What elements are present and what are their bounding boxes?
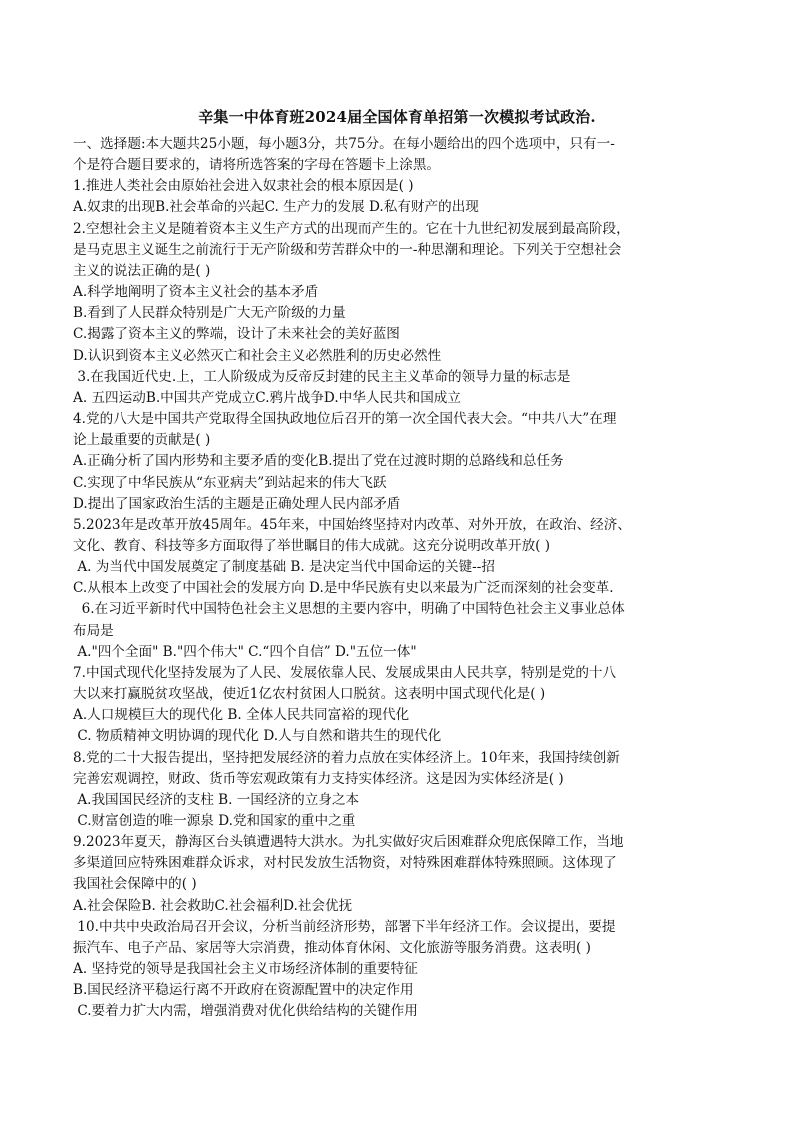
question-7-option-cd: C. 物质精神文明协调的现代化 D.人与自然和谐共生的现代化 [73, 728, 442, 745]
question-10-option-b: B.国民经济平稳运行离不开政府在资源配置中的决定作用 [73, 982, 414, 999]
question-5-stem: 5.2023年是改革开放45周年。45年来，中国始终坚持对内改革、对外开放，在政治、经济、 [73, 516, 631, 533]
question-2-stem: 是马克思主义诞生之前流行于无产阶级和劳苦群众中的一-种思潮和理论。下列关于空想社会 [73, 241, 622, 258]
question-4-option-ab: A.正确分析了国内形势和主要矛盾的变化B.提出了党在过渡时期的总路线和总任务 [73, 453, 564, 470]
question-10-stem: 振汽车、电子产品、家居等大宗消费，推动体育休闲、文化旅游等服务消费。这表明( ) [73, 939, 591, 956]
question-10-option-c: C.要着力扩大内需，增强消费对优化供给结构的关键作用 [73, 1003, 418, 1020]
question-2-option-c: C.揭露了资本主义的弊端，设计了未来社会的美好蓝图 [73, 326, 400, 343]
question-10-stem: 10.中共中央政治局召开会议，分析当前经济形势，部署下半年经济工作。会议提出，要提 [73, 918, 616, 935]
question-4-stem: 论上最重要的贡献是( ) [73, 432, 211, 449]
exam-title: 辛集一中体育班2024届全国体育单招第一次模拟考试政治. [198, 108, 596, 126]
question-8-stem: 8.党的二十大报告提出，坚持把发展经济的着力点放在实体经济上。10年来，我国持续创新 [73, 749, 620, 766]
question-6-stem: 布局是 [73, 622, 114, 639]
question-9-stem: 9.2023年夏天，静海区台头镇遭遇特大洪水。为扎实做好灾后困难群众兜底保障工作，当地 [73, 834, 624, 851]
question-2-stem: 主义的说法正确的是( ) [73, 262, 211, 279]
question-2-option-b: B.看到了人民群众特别是广大无产阶级的力量 [73, 305, 346, 322]
question-4-option-d: D.提出了国家政治生活的主题是正确处理人民内部矛盾 [73, 495, 401, 512]
question-6-stem: 6.在习近平新时代中国特色社会主义思想的主要内容中，明确了中国特色社会主义事业总体 [73, 601, 625, 618]
question-2-option-d: D.认识到资本主义必然灭亡和社会主义必然胜利的历史必然性 [73, 347, 442, 364]
question-4-stem: 4.党的八大是中国共产党取得全国执政地位后召开的第一次全国代表大会。“中共八大”在理 [73, 411, 617, 428]
question-7-option-ab: A.人口规模巨大的现代化 B. 全体人民共同富裕的现代化 [73, 707, 410, 724]
question-9-stem: 我国社会保障中的( ) [73, 876, 197, 893]
question-7-stem: 7.中国式现代化坚持发展为了人民、发展依靠人民、发展成果由人民共享，特别是党的十八 [73, 664, 617, 681]
question-2-stem: 2.空想社会主义是随着资本主义生产方式的出现而产生的。它在十九世纪初发展到最高阶段， [73, 220, 630, 237]
question-1-stem: 1.推进人类社会由原始社会进入奴隶社会的根本原因是( ) [73, 178, 414, 195]
question-5-option-ab: A. 为当代中国发展奠定了制度基础 B. 是决定当代中国命运的关键--招 [73, 559, 495, 576]
question-8-option-cd: C.财富创造的唯一源泉 D.党和国家的重中之重 [73, 813, 356, 829]
question-3-stem: 3.在我国近代史.上，工人阶级成为反帝反封建的民主主义革命的领导力量的标志是 [73, 368, 571, 385]
section-instruction: 一、选择题:本大题共25小题，每小题3分，共75分。在每小题给出的四个选项中，只有一- [73, 136, 615, 152]
question-8-option-ab: A.我国国民经济的支柱 B. 一国经济的立身之本 [73, 791, 360, 808]
question-5-stem: 文化、教育、科技等多方面取得了举世瞩目的伟大成就。这充分说明改革开放( ) [73, 537, 551, 554]
question-9-options: A.社会保险B. 社会救助C.社会福利D.社会优抚 [73, 897, 353, 914]
question-10-option-a: A. 坚持党的领导是我国社会主义市场经济体制的重要特征 [73, 961, 418, 978]
question-5-option-cd: C.从根本上改变了中国社会的发展方向 D.是中华民族有史以来最为广泛而深刻的社会变革. [73, 580, 614, 597]
section-instruction: 个是符合题目要求的，请将所选答案的字母在答题卡上涂黑。 [73, 157, 441, 174]
question-7-stem: 大以来打赢脱贫攻坚战，使近1亿农村贫困人口脱贫。这表明中国式现代化是( ) [73, 686, 546, 703]
question-3-options: A. 五四运动B.中国共产党成立C.鸦片战争D.中华人民共和国成立 [73, 389, 461, 406]
exam-content [73, 134, 733, 1023]
question-1-options: A.奴隶的出现B.社会革命的兴起C. 生产力的发展 D.私有财产的出现 [73, 199, 479, 216]
question-4-option-c: C.实现了中华民族从“东亚病夫”到站起来的伟大飞跃 [73, 474, 387, 491]
question-2-option-a: A.科学地阐明了资本主义社会的基本矛盾 [73, 284, 319, 301]
question-6-options: A."四个全面" B."四个伟大" C.“四个自信” D."五位一体" [73, 643, 417, 660]
question-8-stem: 完善宏观调控，财政、货币等宏观政策有力支持实体经济。这是因为实体经济是( ) [73, 770, 564, 787]
question-9-stem: 多渠道回应特殊困难群众诉求，对村民发放生活物资，对特殊困难群体特殊照顾。这体现了 [73, 855, 617, 872]
